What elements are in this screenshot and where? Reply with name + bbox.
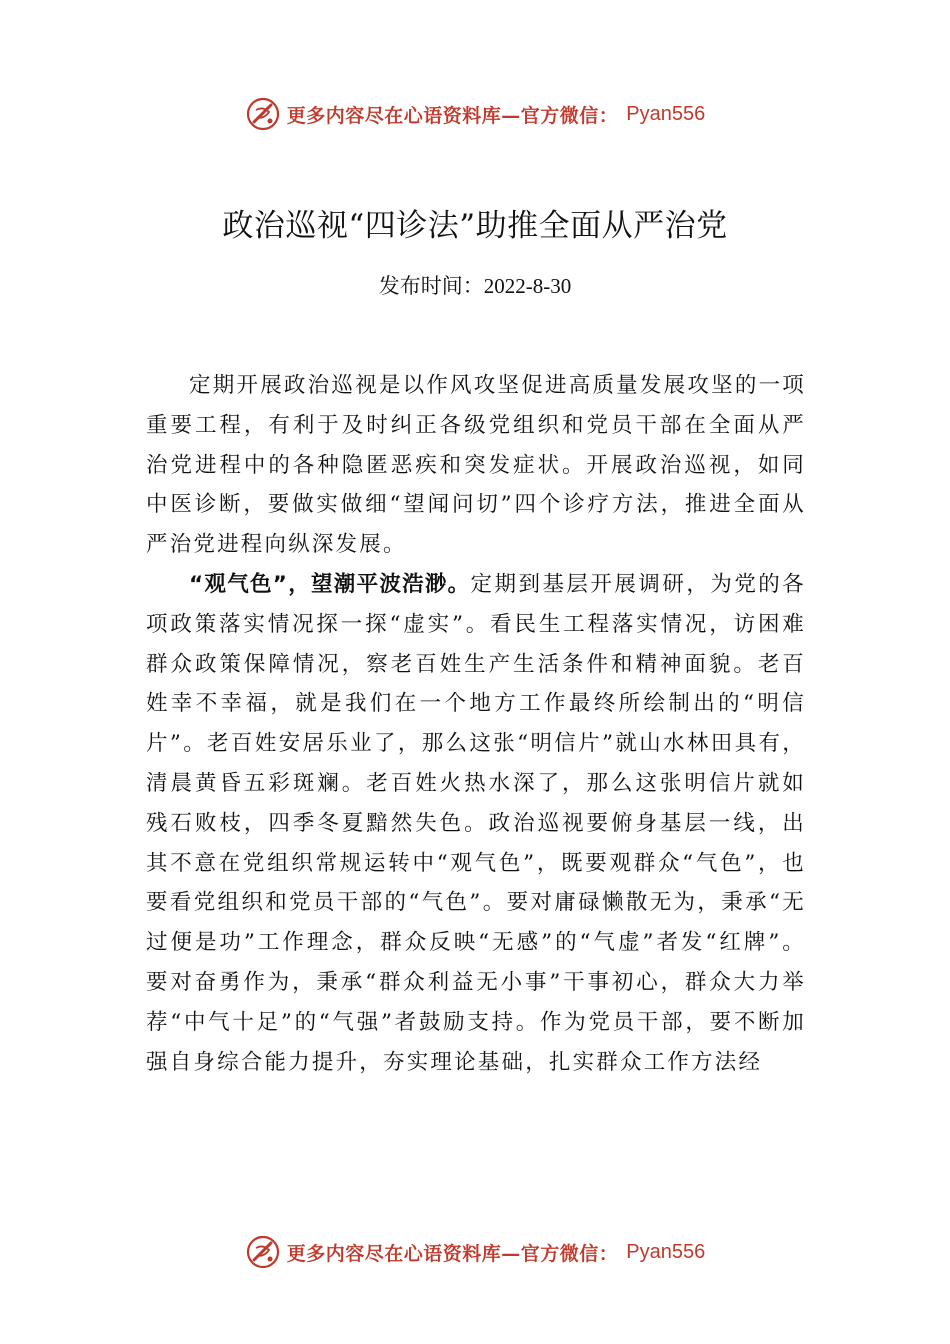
footer-banner <box>0 1232 950 1272</box>
document-title: 政治巡视“四诊法”助推全面从严治党 <box>222 208 728 244</box>
brush-seal-icon <box>245 96 281 132</box>
publish-date <box>0 270 950 300</box>
publish-date-label: 发布时间： <box>378 274 484 298</box>
paragraph <box>146 565 806 1082</box>
paragraph <box>146 366 806 565</box>
banner-text: 更多内容尽在心语资料库—官方微信： <box>286 104 619 127</box>
header-banner <box>0 94 950 134</box>
publish-date-value: 2022-8-30 <box>483 274 572 298</box>
paragraph-lead: “观气色”，望潮平波浩渺。 <box>189 571 471 597</box>
paragraph-text: 定期开展政治巡视是以作风攻坚促进高质量发展攻坚的一项重要工程，有利于及时纠正各级党组织和党员干部在全面从严治党进程中的各种隐匿恶疾和突发症状。开展政治巡视，如同中医诊断，要做实做细“望闻问切”四个诊疗方法，推进全面从严治党进程向纵深发展。 <box>146 373 806 558</box>
paragraph-text: 定期到基层开展调研，为党的各项政策落实情况探一探“虚实”。看民生工程落实情况，访困难群众政策保障情况，察老百姓生产生活条件和精神面貌。老百姓幸不幸福，就是我们在一个地方工作最终所绘制出的“明信片”。老百姓安居乐业了，那么这张“明信片”就山水林田具有，清晨黄昏五彩斑斓。老百姓火热水深了，那么这张明信片就如残石败枝，四季冬夏黯然失色。政治巡视要俯身基层一线，出其不意在党组织常规运转中“观气色”，既要观群众“气色”，也要看党组织和党员干部的“气色”。要对庸碌懒散无为，秉承“无过便是功”工作理念，群众反映“无感”的“气虚”者发“红牌”。要对奋勇作为，秉承“群众利益无小事”干事初心，群众大力举荐“中气十足”的“气强”者鼓励支持。作为党员干部，要不断加强自身综合能力提升，夯实理论基础，扎实群众工作方法经 <box>146 571 806 1075</box>
banner-wechat-id: Pyan556 <box>626 1240 706 1263</box>
brush-seal-icon <box>245 1234 281 1270</box>
document-body <box>146 366 806 1082</box>
banner-text: 更多内容尽在心语资料库—官方微信： <box>286 1242 619 1265</box>
banner-wechat-id: Pyan556 <box>626 102 706 125</box>
